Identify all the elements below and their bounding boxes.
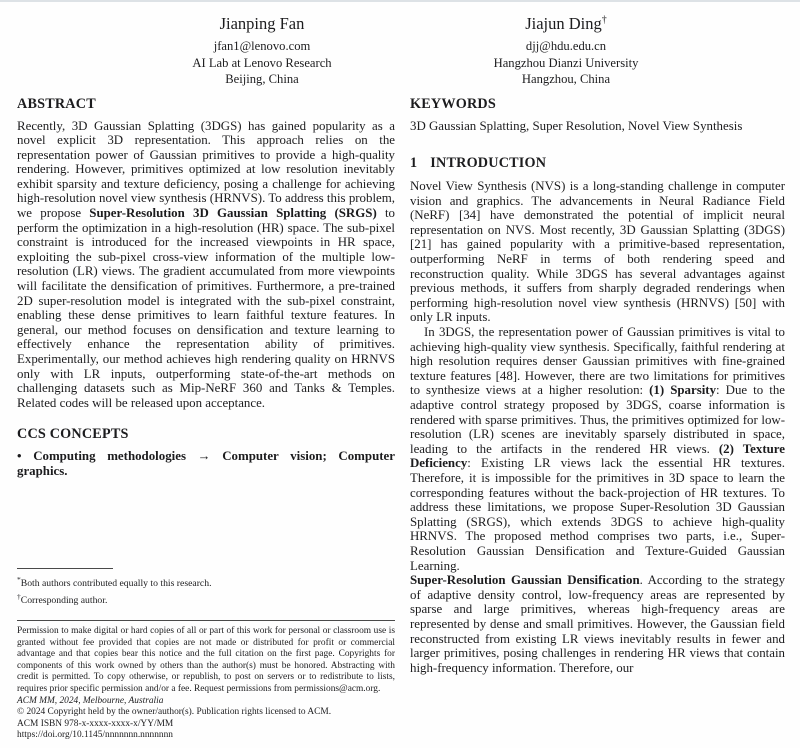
ccs-section [17,426,395,478]
footnote-marker-asterisk: * [17,575,21,585]
author-name-text: Jianping Fan [219,14,305,33]
author-location: Beijing, China [225,72,299,86]
keywords-text: 3D Gaussian Splatting, Super Resolution, Novel View Synthesis [410,118,743,133]
abstract-heading: ABSTRACT [17,95,96,112]
section-title: INTRODUCTION [430,155,547,172]
authors-row [132,0,800,88]
author-location: Hangzhou, China [521,72,611,86]
footnote-corresponding-author [17,591,395,607]
copyright-line: © 2024 Copyright held by the owner/author(s). Publication rights licensed to ACM. [17,707,332,718]
author-name-sup: † [601,14,607,26]
introduction-heading [410,155,785,172]
ccs-text: • Computing methodologies → Computer vision; Computer graphics. [17,449,395,478]
footnote-divider [17,568,113,569]
author-affiliation: Hangzhou Dianzi University [493,55,639,70]
permission-divider [17,620,395,621]
author-name [132,14,392,34]
author-affiliation: AI Lab at Lenovo Research [192,55,332,70]
author-email: jfan1@lenovo.com [213,39,311,53]
permission-statement: Permission to make digital or hard copies of all or part of this work for personal or classroom use is granted without fee provided that copies are not made or distributed for profit or commercial advantage and that copies bear this notice and the full citation on the first page. Copyrights for components of this work owned by others than the author(s) must be honored. Abstracting with credit is permitted. To copy otherwise, or republish, to post on servers or to redistribute to lists, requires prior specific permission and/or a fee. Request permissions from permissions@acm.org. [17,626,395,695]
right-column [410,96,785,676]
isbn-line: ACM ISBN 978-x-xxxx-xxxx-x/YY/MM [17,718,174,729]
keywords-heading: KEYWORDS [410,95,496,112]
footnote-equal-contribution [17,574,395,590]
intro-paragraph-2: In 3DGS, the representation power of Gaussian primitives is vital to achieving high-quality view synthesis. Specifically, faithful rendering at high resolution requires denser Gaussian primitives with fine-grained texture features [48]. However, there are two limitations for primitives to synthesize views at a higher resolution: (1) Sparsity: Due to the adaptive control strategy proposed by 3DGS, coarse information is rendered with sparse primitives. Thus, the primitives optimized for low-resolution (LR) scenes are inevitably sparsely distributed in space, leading to the artifacts in the rendered HR views. (2) Texture Deficiency: Existing LR views lack the essential HR textures. Therefore, it is impossible for the primitives in 3D space to learn the corresponding features without the back-projection of HR textures. To address these limitations, we propose Super-Resolution 3D Gaussian Splatting (SRGS), which extends 3DGS to achieve high-quality HRNVS. The proposed method comprises two parts, i.e., Super-Resolution Gaussian Densification and Texture-Guided Gaussian Learning. [410,325,786,573]
footnote-marker-dagger: † [17,591,21,601]
intro-paragraph-1: Novel View Synthesis (NVS) is a long-standing challenge in computer vision and graphics. The advancements in Neural Radiance Field (NeRF) [34] have demonstrated the potential of implicit neural representation on NVS. Most recently, 3D Gaussian Splatting (3DGS) [21] has gained popularity with a primitive-based representation, outperforming NeRF in terms of both rendering speed and reconstruction quality. While 3DGS has several advantages against previous methods, it suffers from sharply degraded renderings when performing high-resolution novel view synthesis (HRNVS) [50] with only LR inputs. [410,179,785,325]
footnote-text: Both authors contributed equally to this research. [20,578,212,590]
ccs-heading: CCS CONCEPTS [17,426,129,443]
doi-line: https://doi.org/10.1145/nnnnnnn.nnnnnnn [17,730,173,741]
abstract-text: Recently, 3D Gaussian Splatting (3DGS) has gained popularity as a novel explicit 3D representation. This approach relies on the representation power of Gaussian primitives to provide a high-quality rendering. However, primitives optimized at low resolution inevitably exhibit sparsity and texture deficiency, posing a challenge for achieving high-resolution novel view synthesis (HRNVS). To address this problem, we propose Super-Resolution 3D Gaussian Splatting (SRGS) to perform the optimization in a high-resolution (HR) space. The sub-pixel constraint is introduced for the increased viewpoints in HR space, exploiting the sub-pixel cross-view information of the multiple low-resolution (LR) views. The gradient accumulated from more viewpoints will facilitate the densification of primitives. Furthermore, a pre-trained 2D super-resolution model is integrated with the sub-pixel constraint, enabling these dense primitives to learn faithful texture features. In general, our method focuses on densification and texture learning to effectively enhance the representation ability of primitives. Experimentally, our method achieves high rendering quality on HRNVS only with LR inputs, outperforming state-of-the-art methods on challenging datasets such as Mip-NeRF 360 and Tanks & Temples. Related codes will be released upon acceptance. [17,118,395,410]
author-block-2 [436,14,696,88]
author-block-1 [132,14,392,88]
author-name [436,14,696,34]
section-number: 1 [410,155,418,172]
author-name-text: Jiajun Ding [525,14,602,33]
intro-paragraph-3: Super-Resolution Gaussian Densification. According to the strategy of adaptive density control, low-frequency areas are represented by sparse and large primitives, whereas high-frequency areas are represented by dense and small primitives. However, the Gaussian field reconstructed from existing LR views inevitably results in fewer and larger primitives, posing challenges in rendering HR views that contain high-frequency information. Therefore, our [410,573,786,675]
page-top-edge [0,0,800,2]
venue-line: ACM MM, 2024, Melbourne, Australia [17,695,164,706]
author-email: djj@hdu.edu.cn [525,39,607,53]
first-page-footer-block [17,568,395,742]
footnote-text: Corresponding author. [20,594,108,606]
